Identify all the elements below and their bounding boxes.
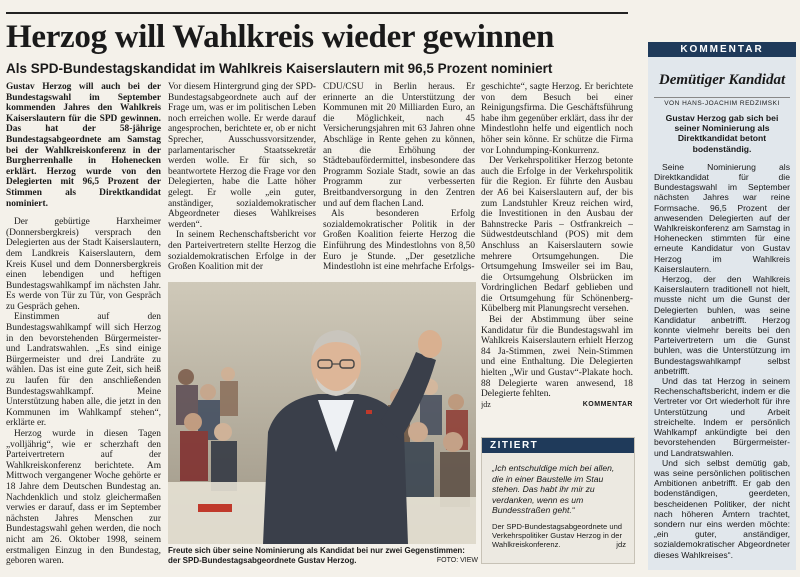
photo-credit: FOTO: VIEW	[436, 557, 478, 564]
article-photo	[168, 282, 476, 544]
kommentar-reference: KOMMENTAR	[582, 400, 633, 408]
quote-source	[482, 520, 634, 550]
commentary-sidebar	[648, 42, 796, 570]
quote-box-label: ZITIERT	[482, 438, 634, 453]
headline: Herzog will Wahlkreis wieder gewinnen	[6, 19, 555, 55]
subheadline: Als SPD-Bundestagskandidat im Wahlkreis Kaiserslautern mit 96,5 Prozent nominiert	[6, 61, 553, 76]
paragraph: Herzog, der den Wahlkreis Kaiserslautern traditionell not hielt, musste nicht um die Gunst der Delegierten buhlen, was seine Kandidatur anbetrifft. Herzog konnte vielmehr bereits bei den Parteivertretern um die Gunst buhlen, was die Unterstützung im Bundestagswahlkampf selbst anbetrifft.	[654, 274, 790, 376]
photo-illustration	[168, 282, 476, 544]
commentary-title: Demütiger Kandidat	[658, 72, 786, 88]
paragraph: Seine Nominierung als Direktkandidat für die Bundestagswahl im September nächsten Jahres war reine Formsache. 96,5 Prozent der anwesenden Delegierten auf der Wahlkreiskonferenz am Samstag in Hohenecken stimmten für eine erneute Kandidatur von Gustav Herzog im Wahlkreis Kaiserslautern.	[654, 161, 790, 274]
photo-caption	[168, 546, 478, 566]
article-column-1	[6, 82, 161, 570]
article-column-2	[168, 82, 316, 278]
paragraph: geschichte“, sagte Herzog. Er berichtete von dem Besuch bei einer Reinigungsfirma. Die Geschäftsführung habe ihm gegenüber erklärt, dass ihr der Mindestlohn helfe und eigentlich noch höher sein könne. Er schütze die Firma vor Lohndumping-Konkurrenz.	[481, 82, 633, 156]
paragraph: Und das tat Herzog in seinem Rechenschaftsbericht, indem er die Vertreter vor Ort wiederholt für ihre Unterstützung und Arbeit streichelte. Indem er persönlich Wahlkampf ankündigte bei den bevorstehenden Bürgermeister- und Landratswahlen.	[654, 376, 790, 458]
paragraph: Bei der Abstimmung über seine Kandidatur für die Bundestagswahl im Wahlkreis Kaiserslautern erhielt Herzog 84 Ja-Stimmen, zwei Nein-Stimmen und eine Enthaltung. Die Delegierten hielten „Wir und Gustav“-Plakate hoch. 88 Delegierte waren anwesend, 18 Delegierte fehlten.	[481, 315, 633, 400]
article-column-4	[481, 82, 633, 432]
paragraph: In seinem Rechenschaftsbericht vor den Parteivertretern stellte Herzog die sozialdemokratischen Erfolge in der Großen Koalition mit der	[168, 230, 316, 273]
quote-signature: jdz	[616, 539, 626, 549]
top-rule	[6, 12, 628, 14]
paragraph: Und sich selbst demütig gab, was seine persönlichen politischen Ambitionen anbetrifft. Er gab den bodenständigen, geerdeten, bescheidenen Politiker, der nicht nach höheren Ämtern trachtet, sondern nur eins werden möchte: „ein guter, anständiger, sozialdemokratischer Abgeordneter dieses Wahlkreises“.	[654, 457, 790, 560]
quote-source-text: Der SPD-Bundestagsabgeordnete und Verkehrspolitiker Gustav Herzog in der Wahlkreiskonferenz.	[492, 521, 623, 549]
quote-box	[481, 437, 635, 564]
paragraph: Der Verkehrspolitiker Herzog betonte auch die Erfolge in der Verkehrspolitik für die Region. Er führte den Ausbau der A6 bei Kaiserslautern auf, der bis zum Landstuhler Kreuz reichen wird, die Investitionen in den Ausbau der Bahnstrecke Paris – Ostfrankreich – Südwestdeutschland (POS) mit dem Anschluss an Kaiserslautern sowie mehrere Ortsumgehungen. Die Ortsumgehung Imsweiler sei im Bau, die Ortsumgehung Olsbrücken im Vordringlichen Bedarf geblieben und die Ortsumgehung für Schönenberg-Kübelberg mit Planungsrecht versehen.	[481, 156, 633, 315]
commentary-author: VON HANS-JOACHIM REDZIMSKI	[654, 97, 790, 107]
quote-text: „Ich entschuldige mich bei allen, die in einer Baustelle im Stau stehen. Das habt ihr mir zu verdanken, wenn es um Bundesstraßen geht.“	[492, 463, 615, 515]
paragraph: Als besonderen Erfolg sozialdemokratischer Politik in der Großen Koalition feierte Herzog die Einführung des Mindestlohns von 8,50 Euro je Stunde. „Der gesetzliche Mindestlohn ist eine mehrfache Erfolgs-	[323, 209, 475, 273]
author-signature: jdz	[481, 399, 491, 409]
paragraph: Einstimmen auf den Bundestagswahlkampf will sich Herzog in den bevorstehenden Bürgermeister- und Landratswahlen. „Es sind einige Bürgermeister und drei Landräte zu wählen. Das ist eine gute Zeit, sich heiß zu laufen für den anschließenden Bundestagswahlkampf. Meine Unterstützung haben alle, die jetzt in den Kommunen im Wahlkampf stehen“, erklärte er.	[6, 312, 161, 429]
paragraph: CDU/CSU in Berlin heraus. Er erinnerte an die Unterstützung der Kommunen mit 20 Milliarden Euro, an die Möglichkeit, nach 45 Versicherungsjahren mit 63 Jahren ohne Abschläge in Rente gehen zu können, an die Erhöhung der Städtebaufördermittel, insbesondere das Programm Soziale Stadt, sowie an das Programm zur verbesserten Breitbandversorgung in den Zentren und auf dem flachen Land.	[323, 82, 475, 209]
paragraph: Herzog wurde in diesen Tagen „volljährig“, wie er scherzhaft den Parteivertretern auf der Wahlkreiskonferenz berichtete. Am Mittwoch vergangener Woche gehörte er 18 Jahre dem Deutschen Bundestag an. Nachdenklich und stolz gleichermaßen verwies er darauf, dass er im September nächsten Jahres Menschen zur Bundestagswahl gehen werden, die noch nicht am 26. Oktober 1998, seinem erstmaligen Einzug in den Bundestag, geboren waren.	[6, 429, 161, 567]
paragraph: Vor diesem Hintergrund ging der SPD-Bundestagsabgeordnete auch auf der Frage um, was er im politischen Leben noch erreichen wolle. Er werde darauf angesprochen, berichtete er, ob er nicht Sprecher, Ausschussvorsitzender, parlamentarischer Staatssekretär werden wolle. Er für sich, so beantwortete Herzog die Frage vor den Delegierten, habe die Latte höher gelegt. Er wolle „ein guter, anständiger, sozialdemokratischer Abgeordneter dieses Wahlkreises werden“.	[168, 82, 316, 230]
caption-text: Freute sich über seine Nominierung als Kandidat bei nur zwei Gegenstimmen: der SPD-Bundestagsabgeordnete Gustav Herzog.	[168, 546, 465, 565]
commentary-label: KOMMENTAR	[648, 42, 796, 57]
article-column-3	[323, 82, 475, 278]
commentary-body	[648, 162, 796, 560]
article-lead: Gustav Herzog will auch bei der Bundestagswahl im September kommenden Jahres den Wahlkreis Kaiserslautern für die SPD gewinnen. Das hat der 58-jährige Bundestagsabgeordnete am Samstag bei der Wahlkreiskonferenz in der Burgherrenhalle in Hohenecken erklärt. Herzog wurde von den Delegierten mit 96,5 Prozent der Stimmen als Direktkandidat nominiert.	[6, 82, 161, 209]
commentary-lead: Gustav Herzog gab sich bei seiner Nominierung als Direktkandidat betont bodenständig.	[665, 113, 779, 154]
paragraph: Der gebürtige Harxheimer (Donnersbergkreis) versprach den Delegierten aus der Stadt Kaiserslautern, dem Landkreis Kaiserslautern, dem Kreis Kusel und dem Donnersbergkreis einen lebendigen und heftigen Bundestagswahlkampf im nächsten Jahr. Es werde von Tür zu Tür, von Gespräch zu Gespräch gehen.	[6, 217, 161, 312]
